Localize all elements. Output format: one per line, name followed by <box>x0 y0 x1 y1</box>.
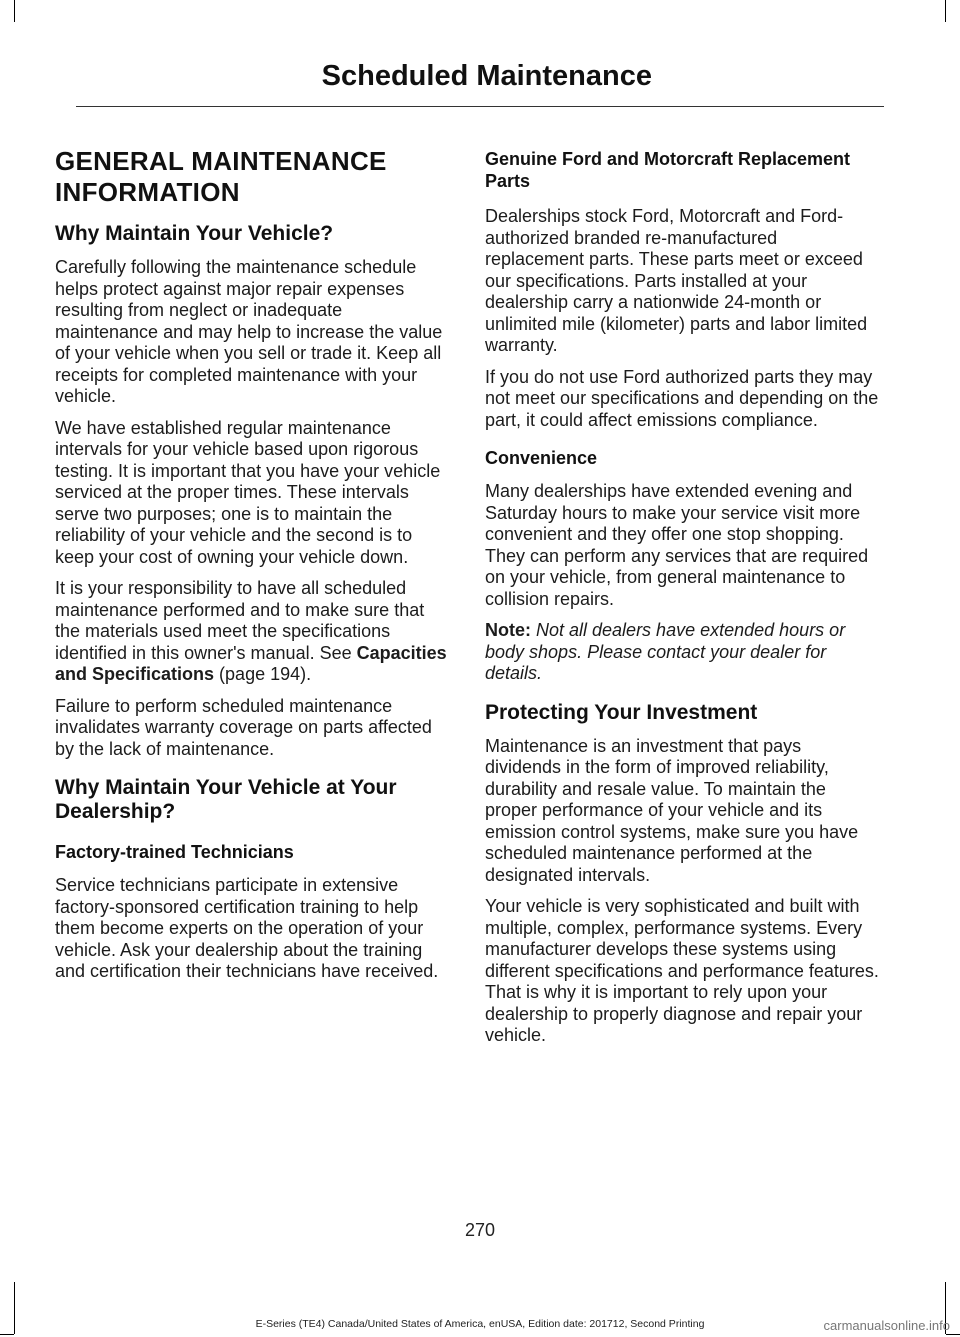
responsibility-text: It is your responsibility to have all scheduled maintenance performed and to make sure that the materials used meet the specifications identified in this owner's manual. See <box>55 578 425 663</box>
paragraph-sophisticated-vehicle: Your vehicle is very sophisticated and built with multiple, complex, performance systems. Every manufacturer develops these systems using different specifications and performance features. That is why it is important to rely upon your dealership to properly diagnose and repair your vehicle. <box>485 896 879 1045</box>
paragraph-maintenance-schedule: Carefully following the maintenance schedule helps protect against major repair expenses resulting from neglect or inadequate maintenance and may help to increase the value of your vehicle when you sell or trade it. Keep all receipts for completed maintenance with your vehicle. <box>55 257 443 406</box>
paragraph-investment: Maintenance is an investment that pays dividends in the form of improved reliability, durability and resale value. To maintain the proper performance of your vehicle and its emission control systems, make sure you have scheduled maintenance performed at the designated intervals. <box>485 735 859 885</box>
note-label: Note: <box>485 620 531 640</box>
subheading-why-dealership: Why Maintain Your Vehicle at Your Dealership? <box>55 776 397 823</box>
crop-mark-bottom-left-h <box>0 1334 14 1335</box>
capacities-specifications-link[interactable]: Capacities and Specifications <box>55 642 447 684</box>
header-divider <box>76 106 884 107</box>
subheading-genuine-parts: Genuine Ford and Motorcraft Replacement Parts <box>485 149 851 191</box>
subheading-protecting-investment: Protecting Your Investment <box>485 700 758 724</box>
right-column <box>485 148 880 1057</box>
crop-mark-bottom-right-h <box>946 1334 960 1335</box>
paragraph-warranty-failure: Failure to perform scheduled maintenance invalidates warranty coverage on parts affected by the lack of maintenance. <box>55 695 432 759</box>
page-number: 270 <box>464 1220 496 1240</box>
subheading-why-maintain: Why Maintain Your Vehicle? <box>55 222 334 245</box>
paragraph-responsibility <box>55 578 447 686</box>
left-column <box>55 140 447 993</box>
paragraph-non-ford-parts: If you do not use Ford authorized parts they may not meet our specifications and depending on the part, it could affect emissions compliance. <box>485 366 879 430</box>
paragraph-dealership-parts: Dealerships stock Ford, Motorcraft and Ford-authorized branded re-manufactured replacement parts. These parts meet or exceed our specifications. Parts installed at your dealership carry a nationwide 24-month or unlimited mile (kilometer) parts and labor limited warranty. <box>485 206 868 355</box>
section-heading-general-maintenance: GENERAL MAINTENANCE INFORMATION <box>55 146 387 207</box>
note-dealers <box>485 620 880 685</box>
crop-mark-top-right <box>945 0 946 22</box>
crop-mark-top-left <box>14 0 15 22</box>
subheading-factory-technicians: Factory-trained Technicians <box>55 842 294 862</box>
page-reference: (page 194). <box>214 664 312 684</box>
subheading-convenience: Convenience <box>485 448 598 468</box>
paragraph-technician-training: Service technicians participate in extensive factory-sponsored certification training to help them become experts on the operation of your vehicle. Ask your dealership about the training and certification their technicians have received. <box>55 875 439 981</box>
paragraph-maintenance-intervals: We have established regular maintenance intervals for your vehicle based upon rigorous testing. It is important that you have your vehicle serviced at the proper times. These intervals serve two purposes; one is to maintain the reliability of your vehicle and the second is to keep your cost of owning your vehicle down. <box>55 417 441 567</box>
footer-edition-info: E-Series (TE4) Canada/United States of America, enUSA, Edition date: 201712, Second Printing <box>255 1318 705 1330</box>
page-header-title: Scheduled Maintenance <box>321 60 652 92</box>
note-text: Not all dealers have extended hours or body shops. Please contact your dealer for details. <box>485 620 846 683</box>
watermark: carmanualsonline.info <box>823 1318 950 1333</box>
paragraph-extended-hours: Many dealerships have extended evening and Saturday hours to make your service visit more convenient and they offer one stop shopping. They can perform any services that are required on your vehicle, from general maintenance to collision repairs. <box>485 481 869 609</box>
